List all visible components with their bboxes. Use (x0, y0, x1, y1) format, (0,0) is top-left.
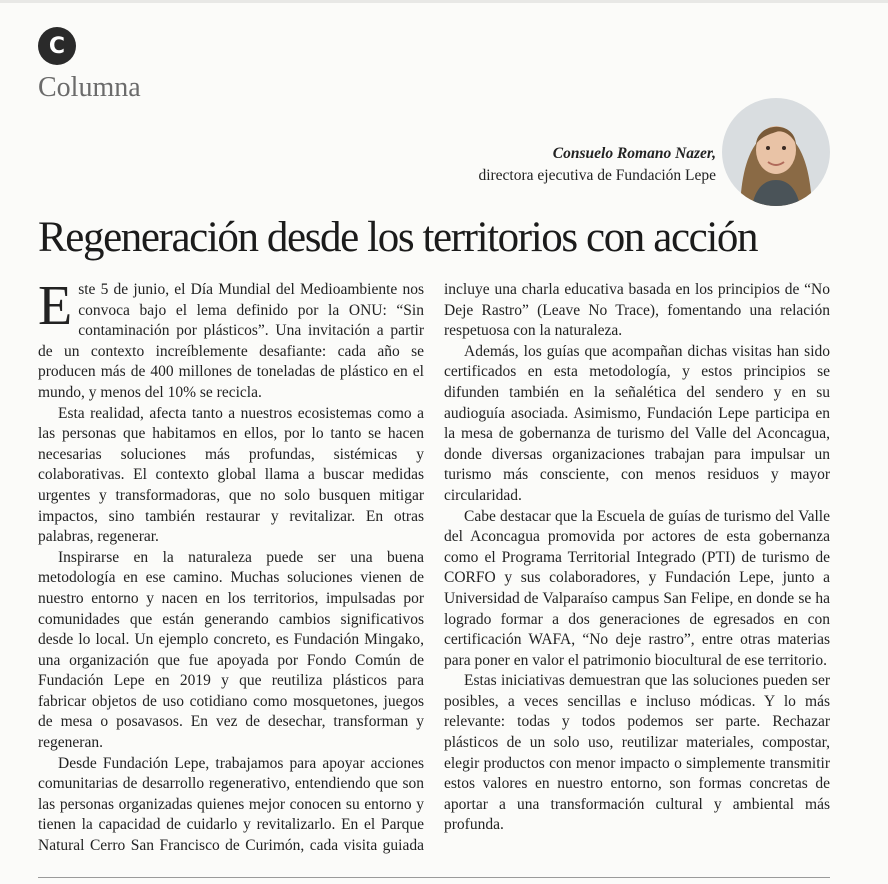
drop-cap: E (38, 275, 73, 337)
article-paragraph: Además, los guías que acompañan dichas visitas han sido certificados en esta metodología, y estos principios se difunden también en la señalética del sendero y en su audioguía asociada. Asimismo, Fundación Lepe participa en la mesa de gobernanza de turismo del Valle del Aconcagua, donde diversas organizaciones trabajan para impulsar un turismo más consciente, con menos residuos y mayor circularidad. (444, 342, 830, 504)
article-paragraph: Estas iniciativas demuestran que las soluciones pueden ser posibles, a veces sencillas e incluso módicas. Y lo más relevante: todas y todos podemos ser parte. Rechazar plásticos de un solo uso, reutilizar materiales, compostar, elegir productos con menor impacto o simplemente transmitir estos valores en nuestro entorno, son formas concretas de aportar a una transformación cultural y ambiental más profunda. (444, 672, 830, 834)
top-rule (0, 0, 888, 3)
author-byline (478, 143, 716, 187)
article-body (38, 275, 830, 857)
article-headline: Regeneración desde los territorios con acción (38, 214, 758, 261)
section-badge-letter: C (48, 33, 66, 59)
bottom-rule (38, 877, 830, 878)
article-paragraph: Este 5 de junio, el Día Mundial del Medioambiente nos convoca bajo el lema definido por la ONU: “Sin contaminación por plásticos”. Una invitación a partir de un contexto increíblemente desafiante: cada año se producen más de 400 millones de toneladas de plástico en el mundo, y menos del 10% se recicla. (38, 275, 424, 401)
article-paragraph: Cabe destacar que la Escuela de guías de turismo del Valle del Aconcagua promovida por actores de esta gobernanza como el Programa Territorial Integrado (PTI) de turismo de CORFO y sus colaboradores, y Fundación Lepe, junto a Universidad de Valparaíso campus San Felipe, en donde se ha logrado formar a dos generaciones de egresados en con certificación WAFA, “No deje rastro”, entre otras materias para poner en valor el patrimonio biocultural de ese territorio. (444, 507, 830, 669)
author-name: Consuelo Romano Nazer, (552, 145, 716, 162)
article-paragraph: Esta realidad, afecta tanto a nuestros ecosistemas como a las personas que habitamos en ellos, por lo tanto se hacen necesarias soluciones más profundas, sistémicas y colaborativas. El contexto global llama a buscar medidas urgentes y transformadoras, que no solo busquen mitigar impactos, sino también restaurar y revitalizar. En otras palabras, regenerar. (38, 404, 424, 546)
article-paragraph: Inspirarse en la naturaleza puede ser una buena metodología en ese camino. Muchas soluciones vienen de nuestro entorno y nacen en los territorios, impulsadas por comunidades que están generando cambios significativos desde lo local. Un ejemplo concreto, es Fundación Mingako, una organización que fue apoyada por Fondo Común de Fundación Lepe en 2019 y que reutiliza plásticos para fabricar objetos de uso cotidiano como mosquetones, juegos de mesa o posavasos. En vez de desechar, transforman y regeneran. (38, 548, 424, 752)
article-paragraph: Desde Fundación Lepe, trabajamos para apoyar acciones comunitarias de desarrollo regenerativo, entendiendo que son las personas organizadas quienes mejor conocen su entorno y tienen la capacidad de cuidarlo y revitalizarlo. En el Parque Natural Cerro San Francisco de Curimón, cada visita guiada incluye una charla educativa basada en los principios de “No Deje Rastro” (Leave No Trace), fomentando una relación respetuosa con la naturaleza. (38, 281, 830, 855)
author-photo (722, 98, 830, 206)
section-badge (38, 27, 76, 65)
author-role: directora ejecutiva de Fundación Lepe (478, 167, 716, 184)
section-title: Columna (38, 72, 141, 103)
